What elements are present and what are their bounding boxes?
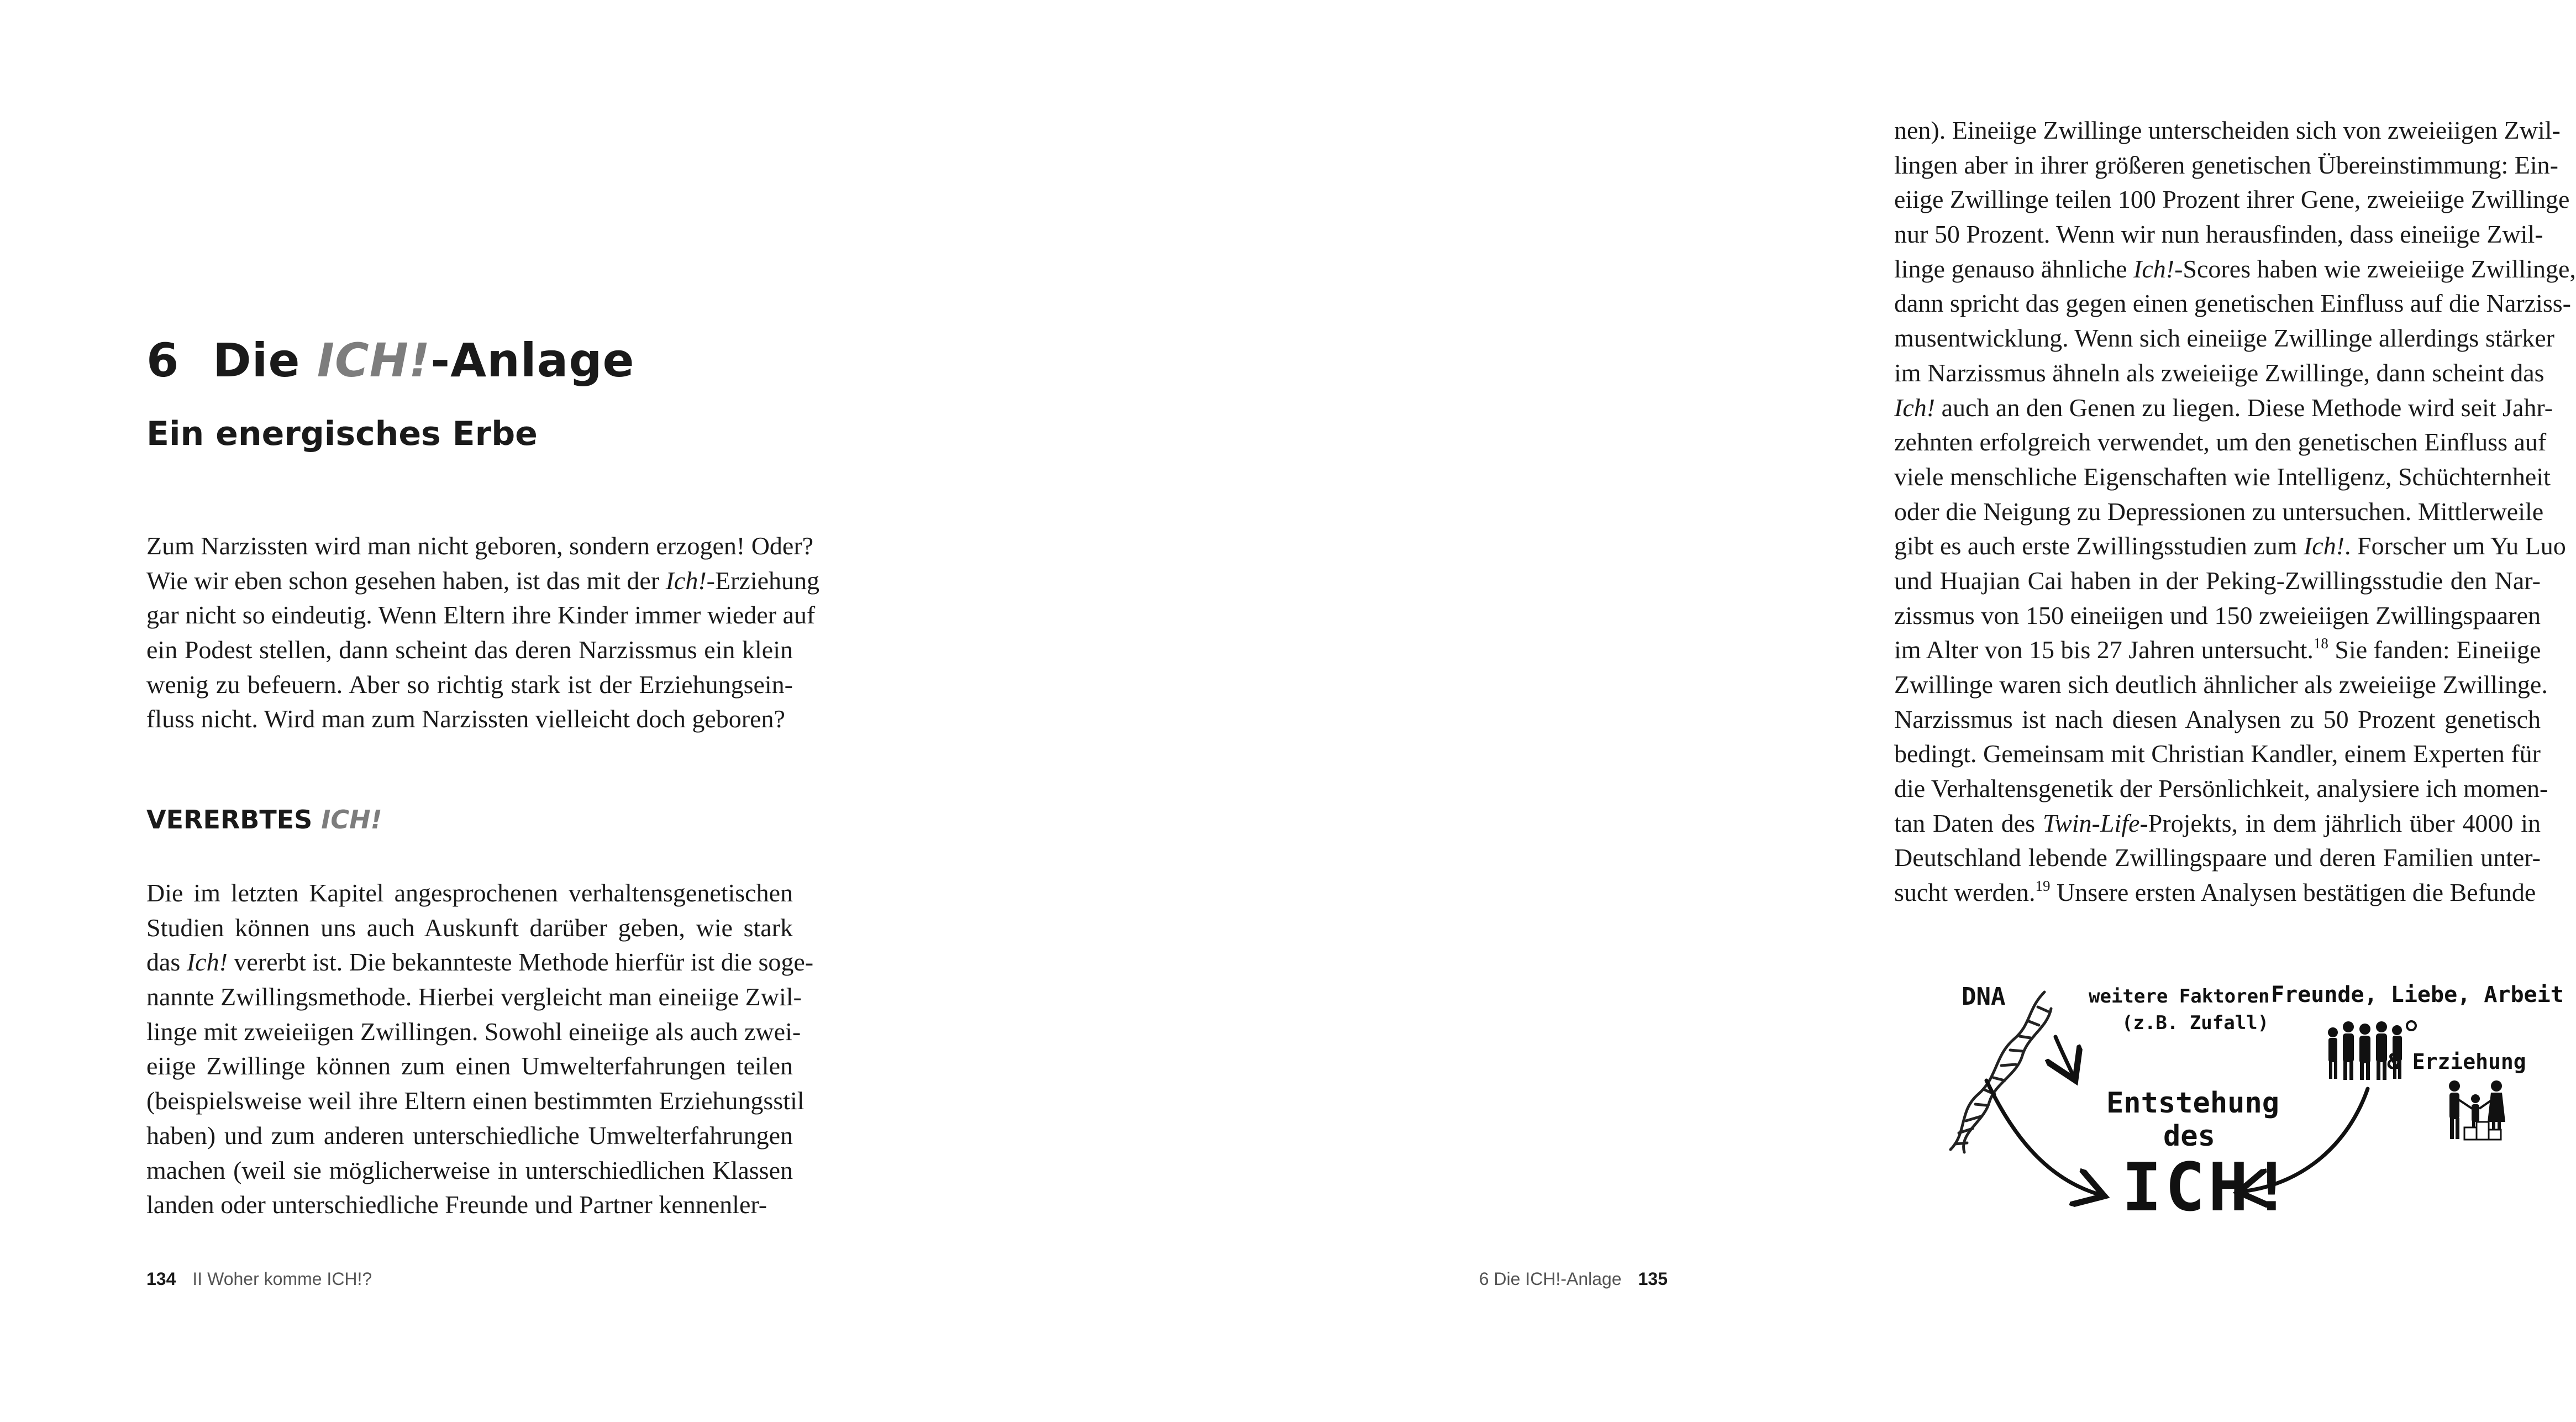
text-line: [1894, 599, 2541, 633]
section-heading: [146, 805, 382, 835]
text-line: [1894, 391, 2553, 426]
text-run: -Scores haben wie zweieiige Zwillinge,: [2174, 254, 2576, 283]
text-run: -Erziehung: [706, 566, 820, 595]
text-run: eiige Zwillinge teilen 100 Prozent ihrer Gene, zweieiige Zwillinge: [1894, 185, 2570, 214]
text-line: [1894, 702, 2541, 737]
podium-icon: [2464, 1122, 2501, 1140]
text-run: nannte Zwillingsmethode. Hierbei vergleicht man eineiige Zwil-: [146, 983, 802, 1011]
text-line: [1894, 356, 2545, 391]
text-line: [146, 980, 802, 1015]
text-run: zissmus von 150 eineiigen und 150 zweieiigen Zwillingspaaren: [1894, 601, 2541, 629]
text-line: [146, 945, 814, 980]
footnote-ref: 19: [2035, 878, 2051, 895]
text-line: [146, 1015, 801, 1050]
text-line: [146, 633, 793, 668]
text-line: [146, 668, 793, 702]
text-line: [1894, 529, 2566, 564]
text-run: vererbt ist. Die bekannteste Methode hierfür ist die soge-: [227, 948, 814, 977]
right-page: [892, 0, 2576, 1422]
diagram-label-emergence: Entstehung: [2106, 1087, 2280, 1120]
text-line: [146, 876, 793, 911]
text-line: [1894, 460, 2551, 495]
diagram-label-chance: (z.B. Zufall): [2122, 1012, 2269, 1034]
text-run: gibt es auch erste Zwillingsstudien zum: [1894, 532, 2304, 560]
text-line: [1894, 633, 2541, 668]
page-number-left: 134: [146, 1269, 176, 1289]
text-line: [1894, 772, 2548, 806]
text-line: [1894, 564, 2541, 599]
text-run: musentwicklung. Wenn sich eineiige Zwillinge allerdings stärker: [1894, 324, 2554, 353]
text-line: [1894, 425, 2547, 460]
text-run: Die im letzten Kapitel angesprochenen verhaltensgenetischen: [146, 879, 793, 907]
text-run: Studien können uns auch Auskunft darüber geben, wie stark: [146, 913, 793, 942]
text-run: zehnten erfolgreich verwendet, um den genetischen Einfluss auf: [1894, 428, 2547, 456]
chapter-subtitle: Ein energisches Erbe: [146, 414, 538, 453]
text-run: nen). Eineiige Zwillinge unterscheiden sich von zweieiigen Zwil-: [1894, 116, 2561, 144]
text-run: Sie fanden: Eineiige: [2328, 636, 2541, 664]
text-line: [1894, 148, 2558, 183]
text-run: landen oder unterschiedliche Freunde und Partner kennenler-: [146, 1190, 767, 1219]
text-line: [1894, 668, 2548, 702]
text-run: linge mit zweieiigen Zwillingen. Sowohl eineiige als auch zwei-: [146, 1017, 801, 1046]
text-run: viele menschliche Eigenschaften wie Intelligenz, Schüchternheit: [1894, 462, 2551, 491]
footnote-ref: 18: [2313, 635, 2328, 652]
text-line: [146, 911, 793, 946]
text-line: [146, 1153, 793, 1188]
text-line: [1894, 737, 2541, 772]
text-run: oder die Neigung zu Depressionen zu untersuchen. Mittlerweile: [1894, 497, 2544, 526]
text-run: eiige Zwillinge können zum einen Umwelterfahrungen teilen: [146, 1052, 793, 1080]
emphasis: Ich!: [665, 566, 707, 595]
text-run: gar nicht so eindeutig. Wenn Eltern ihre Kinder immer wieder auf: [146, 601, 816, 629]
running-title-left: II Woher komme ICH!?: [192, 1269, 372, 1289]
text-run: die Verhaltensgenetik der Persönlichkeit, analysiere ich momen-: [1894, 774, 2548, 803]
text-line: [1894, 875, 2541, 910]
text-run: tan Daten des: [1894, 809, 2043, 837]
text-run: das: [146, 948, 187, 977]
text-line: [146, 1084, 805, 1119]
text-run: linge genauso ähnliche: [1894, 254, 2134, 283]
text-run: ein Podest stellen, dann scheint das deren Narzissmus ein klein: [146, 636, 793, 664]
text-line: [1894, 252, 2576, 287]
text-run: machen (weil sie möglicherweise in unterschiedlichen Klassen: [146, 1156, 793, 1184]
text-run: fluss nicht. Wird man zum Narzissten vielleicht doch geboren?: [146, 705, 785, 733]
ich-origin-diagram: [1906, 967, 2564, 1243]
emphasis: Twin-Life: [2042, 809, 2140, 837]
body-paragraph-left: [146, 876, 814, 1222]
text-run: Zwillinge waren sich deutlich ähnlicher als zweieiige Zwillinge.: [1894, 670, 2548, 699]
emphasis: Ich!: [2133, 254, 2175, 283]
text-line: [1894, 495, 2544, 529]
text-run: . Forscher um Yu Luo: [2344, 532, 2566, 560]
emphasis: Ich!: [2303, 532, 2345, 560]
text-run: bedingt. Gemeinsam mit Christian Kandler, einem Experten für: [1894, 739, 2541, 768]
text-line: [1894, 113, 2561, 148]
text-run: sucht werden.: [1894, 878, 2036, 907]
diagram-label-further-factors: weitere Faktoren: [2089, 985, 2270, 1008]
text-line: [1894, 182, 2570, 217]
text-run: im Alter von 15 bis 27 Jahren untersucht.: [1894, 636, 2314, 664]
text-line: [1894, 286, 2571, 321]
text-run: wenig zu befeuern. Aber so richtig stark ist der Erziehungsein-: [146, 670, 793, 699]
text-line: [146, 564, 820, 599]
diagram-label-ich: ICH!: [2122, 1150, 2295, 1226]
body-paragraph-right: [1894, 113, 2576, 910]
text-run: lingen aber in ihrer größeren genetischen Übereinstimmung: Ein-: [1894, 150, 2558, 179]
text-line: [146, 598, 816, 633]
footer-left: [146, 1270, 372, 1288]
text-run: Narzissmus ist nach diesen Analysen zu 50 Prozent genetisch: [1894, 705, 2541, 733]
chapter-title: [146, 333, 635, 387]
running-title-right: 6 Die ICH!-Anlage: [1479, 1269, 1622, 1289]
text-run: Deutschland lebende Zwillingspaare und deren Familien unter-: [1894, 843, 2541, 872]
diagram-label-des: des: [2163, 1120, 2215, 1153]
text-line: [1894, 321, 2554, 356]
diagram-label-upbringing: & Erziehung: [2387, 1050, 2526, 1074]
text-run: Unsere ersten Analysen bestätigen die Befunde: [2050, 878, 2536, 907]
left-page: [0, 0, 892, 1422]
diagram-label-dna: DNA: [1962, 983, 2006, 1011]
dna-helix-icon: [1951, 992, 2051, 1152]
text-line: [146, 529, 814, 564]
text-line: [146, 1188, 793, 1222]
text-line: [146, 1119, 793, 1153]
chapter-title-emphasis: ICH!: [317, 333, 431, 387]
text-line: [146, 1049, 793, 1084]
text-run: nur 50 Prozent. Wenn wir nun herausfinden, dass eineiige Zwil-: [1894, 220, 2543, 249]
text-run: Wie wir eben schon gesehen haben, ist das mit der: [146, 566, 666, 595]
chapter-title-suffix: -Anlage: [430, 333, 635, 387]
emphasis: Ich!: [186, 948, 228, 977]
text-run: (beispielsweise weil ihre Eltern einen bestimmten Erziehungsstil: [146, 1087, 805, 1115]
chapter-title-prefix: Die: [212, 333, 301, 387]
intro-paragraph: [146, 529, 820, 737]
emphasis: Ich!: [1894, 393, 1936, 422]
text-run: -Projekts, in dem jährlich über 4000 in: [2139, 809, 2541, 837]
text-run: haben) und zum anderen unterschiedliche Umwelterfahrungen: [146, 1121, 793, 1150]
text-run: auch an den Genen zu liegen. Diese Methode wird seit Jahr-: [1935, 393, 2553, 422]
text-run: und Huajian Cai haben in der Peking-Zwillingsstudie den Nar-: [1894, 566, 2541, 595]
text-run: im Narzissmus ähneln als zweieiige Zwillinge, dann scheint das: [1894, 358, 2545, 387]
text-line: [1894, 217, 2541, 252]
diagram-label-friends: Freunde, Liebe, Arbeit: [2271, 982, 2564, 1008]
text-line: [1894, 841, 2541, 875]
footer-right: [1479, 1270, 1668, 1288]
chapter-number: 6: [146, 333, 180, 387]
text-line: [146, 702, 793, 737]
text-run: Zum Narzissten wird man nicht geboren, sondern erzogen! Oder?: [146, 532, 814, 560]
page-number-right: 135: [1638, 1269, 1668, 1289]
section-heading-prefix: VERERBTES: [146, 805, 322, 835]
section-heading-emphasis: ICH!: [321, 805, 382, 835]
text-run: dann spricht das gegen einen genetischen Einfluss auf die Narziss-: [1894, 289, 2571, 318]
text-line: [1894, 806, 2541, 841]
